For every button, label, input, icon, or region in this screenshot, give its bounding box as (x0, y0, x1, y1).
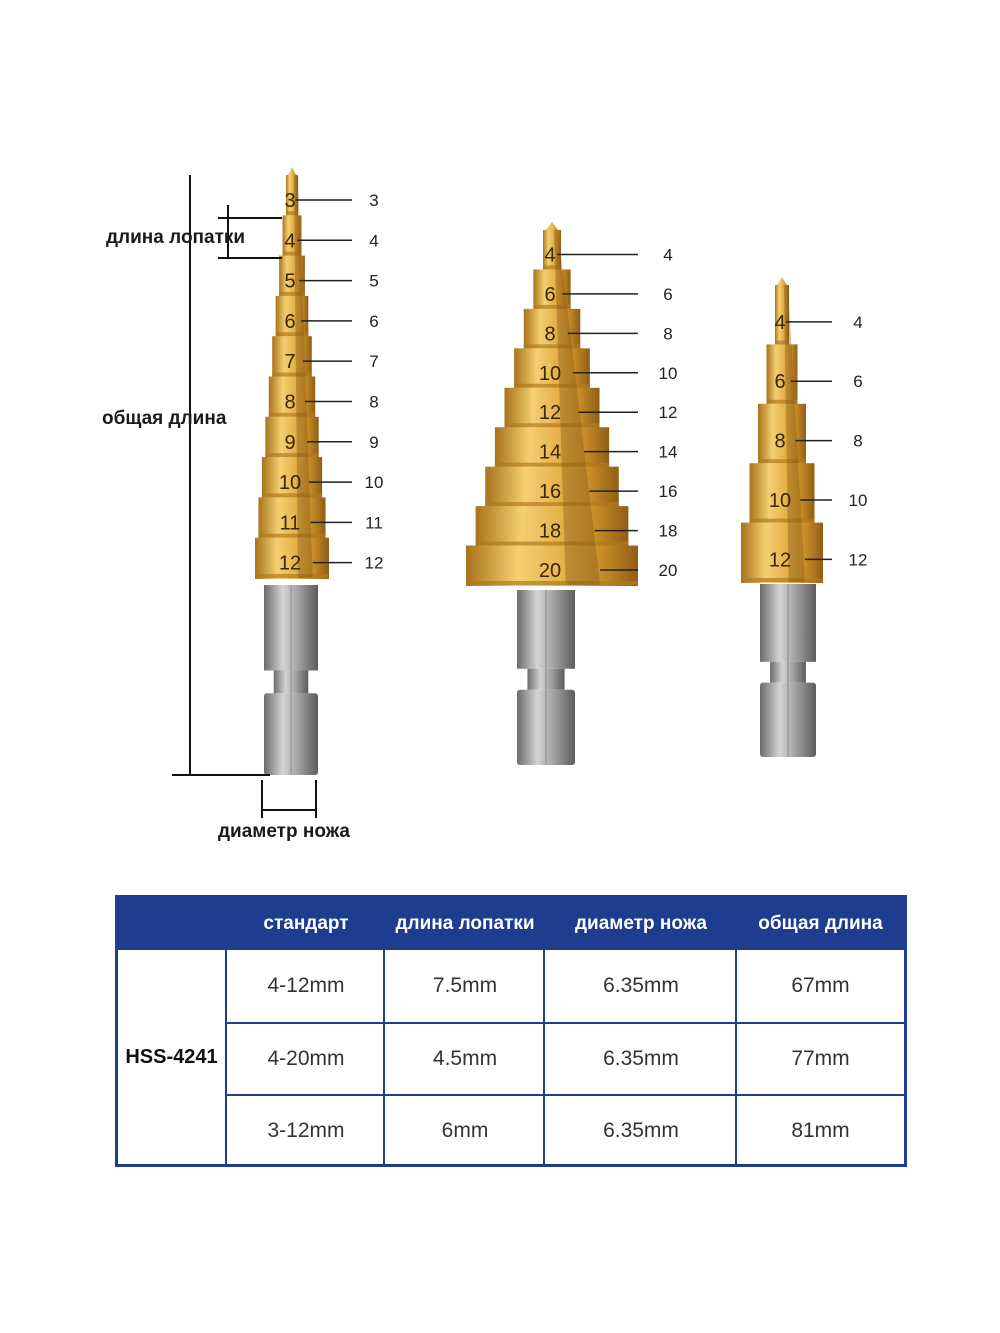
step-size-label: 4 (853, 312, 863, 332)
col-divider (543, 950, 545, 1164)
step-size-label: 6 (853, 372, 863, 392)
table-header-row (118, 898, 904, 950)
step-size-marking: 9 (284, 431, 296, 454)
hex-shank (517, 590, 575, 765)
step-size-label: 14 (658, 442, 678, 462)
step-size-label: 11 (365, 513, 383, 533)
step-size-marking: 11 (279, 512, 301, 535)
cell-blade-length: 4.5mm (432, 1047, 498, 1070)
header-standard: стандарт (263, 913, 349, 934)
row-divider (227, 1094, 904, 1096)
blade-length-annotation: длина лопатки (106, 227, 246, 248)
step-size-marking: 12 (768, 549, 792, 572)
step-size-marking: 20 (538, 560, 562, 583)
step-size-label: 10 (364, 473, 384, 493)
step-size-marking: 6 (544, 283, 556, 306)
col-divider (383, 950, 385, 1164)
model-cell: HSS-4241 (118, 950, 227, 1164)
step-size-marking: 10 (278, 472, 302, 495)
step-size-marking: 5 (284, 270, 296, 293)
hex-shank (760, 584, 816, 757)
cell-blade-length: 7.5mm (432, 974, 498, 997)
step-size-marking: 10 (768, 490, 792, 513)
step-size-marking: 8 (544, 323, 556, 346)
step-size-marking: 8 (284, 391, 296, 414)
shank-diameter-annotation: диаметр ножа (218, 821, 350, 842)
cell-shank-diameter: 6.35mm (603, 1047, 679, 1070)
step-size-marking: 6 (284, 310, 296, 333)
step-size-marking: 16 (538, 481, 562, 504)
step-size-marking: 12 (538, 402, 562, 425)
step-size-marking: 3 (284, 189, 296, 212)
cell-total-length: 77mm (791, 1047, 850, 1070)
step-size-label: 12 (848, 550, 868, 570)
cell-standard: 4-20mm (267, 1047, 345, 1070)
table-row (227, 1023, 904, 1094)
step-size-marking: 14 (538, 441, 562, 464)
step-size-label: 20 (658, 561, 678, 581)
step-size-label: 6 (369, 311, 379, 331)
step-size-label: 12 (658, 403, 678, 423)
step-size-label: 10 (658, 363, 678, 383)
step-size-label: 7 (369, 352, 379, 372)
total-length-annotation: общая длина (102, 408, 227, 429)
row-divider (227, 1022, 904, 1024)
header-blade-length: длина лопатки (395, 913, 535, 934)
cell-standard: 3-12mm (267, 1119, 345, 1142)
spec-table (115, 895, 907, 1167)
header-total-length: общая длина (758, 913, 883, 934)
step-size-label: 4 (369, 231, 379, 251)
step-size-marking: 7 (284, 351, 296, 374)
drill-4-20 (466, 222, 677, 765)
cell-shank-diameter: 6.35mm (603, 1119, 679, 1142)
col-divider (735, 950, 737, 1164)
step-size-label: 8 (853, 431, 863, 451)
step-size-marking: 6 (774, 371, 786, 394)
step-size-marking: 18 (538, 520, 562, 543)
step-size-marking: 8 (774, 430, 786, 453)
step-size-marking: 10 (538, 362, 562, 385)
header-shank-diameter: диаметр ножа (575, 913, 707, 934)
step-size-label: 16 (658, 482, 678, 502)
cell-blade-length: 6mm (441, 1119, 489, 1142)
hex-shank (264, 585, 318, 775)
step-size-marking: 12 (278, 552, 302, 575)
step-size-marking: 4 (544, 244, 556, 267)
step-size-label: 10 (848, 491, 868, 511)
cell-standard: 4-12mm (267, 974, 345, 997)
cell-shank-diameter: 6.35mm (603, 974, 679, 997)
cell-total-length: 67mm (791, 974, 850, 997)
step-size-marking: 4 (284, 230, 296, 253)
step-size-label: 8 (369, 392, 379, 412)
step-size-label: 3 (369, 190, 379, 210)
step-size-label: 4 (663, 245, 673, 265)
step-size-label: 6 (663, 284, 673, 304)
step-size-label: 9 (369, 432, 379, 452)
table-row (227, 950, 904, 1021)
table-row (227, 1095, 904, 1166)
step-size-label: 18 (658, 521, 678, 541)
step-size-label: 8 (663, 324, 673, 344)
step-size-label: 5 (369, 271, 379, 291)
cell-total-length: 81mm (791, 1119, 850, 1142)
drill-3-12 (741, 277, 867, 757)
step-size-label: 12 (364, 553, 384, 573)
step-size-marking: 4 (774, 311, 786, 334)
